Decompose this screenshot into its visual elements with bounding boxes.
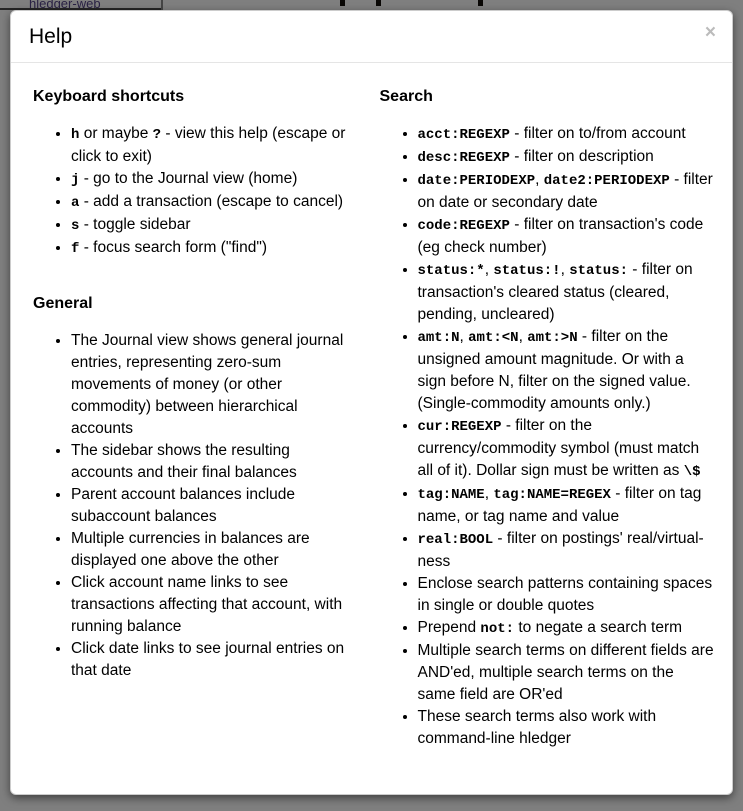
help-list-item <box>418 123 715 146</box>
help-list-item <box>418 528 715 573</box>
code-term: status:* <box>417 263 485 279</box>
text-segment: - view this help (escape or click to exit) <box>71 125 346 165</box>
code-term: date2:PERIODEXP <box>543 173 670 189</box>
section-heading: Search <box>379 88 433 105</box>
text-segment: , <box>484 261 494 278</box>
code-term: tag:NAME=REGEX <box>493 487 611 503</box>
help-list-item <box>418 326 715 415</box>
code-term: \$ <box>683 464 701 480</box>
help-list-item <box>71 330 356 440</box>
code-term: not: <box>480 621 515 637</box>
code-term: a <box>71 195 80 211</box>
text-segment: , <box>560 261 570 278</box>
text-segment: , <box>459 328 469 345</box>
text-segment: - filter on the unsigned amount magnitude. Or with a sign before N, filter on the signed value. (Single-commodity amounts only.) <box>417 328 691 412</box>
text-segment: Click account name links to see transactions affecting that account, with running balance <box>71 574 343 635</box>
text-segment: - toggle sidebar <box>79 216 191 233</box>
code-term: amt:N <box>417 330 460 346</box>
text-segment: - filter on to/from account <box>509 125 686 142</box>
text-segment: , <box>518 328 528 345</box>
help-list-item <box>418 169 715 214</box>
help-column-left <box>19 71 368 750</box>
help-list-item <box>418 214 715 259</box>
help-list-item <box>71 237 356 260</box>
help-list-item <box>71 123 356 168</box>
code-term: f <box>71 241 80 257</box>
text-segment: - filter on date or secondary date <box>417 171 713 211</box>
section-heading: Keyboard shortcuts <box>33 88 185 105</box>
help-list-item <box>71 191 356 214</box>
modal-title: Help <box>29 25 73 48</box>
code-term: status:! <box>493 263 561 279</box>
text-segment: - filter on description <box>509 148 654 165</box>
bullet-list <box>380 123 715 750</box>
help-list-item <box>418 617 715 640</box>
code-term: acct:REGEXP <box>417 127 510 143</box>
text-segment: - filter on postings' real/virtual-ness <box>417 530 704 570</box>
text-segment: , <box>484 485 494 502</box>
text-segment: or maybe <box>79 125 153 142</box>
code-term: date:PERIODEXP <box>417 173 536 189</box>
help-list-item <box>418 259 715 326</box>
code-term: h <box>71 127 80 143</box>
help-list-item <box>71 440 356 484</box>
text-segment: - filter on the currency/commodity symbol (must match all of it). Dollar sign must be written as <box>417 417 700 479</box>
help-list-item <box>418 146 715 169</box>
code-term: s <box>71 218 80 234</box>
help-list-item <box>71 484 356 528</box>
text-segment: Enclose search patterns containing spaces in single or double quotes <box>417 575 713 614</box>
code-term: tag:NAME <box>417 487 485 503</box>
modal-header <box>11 11 732 63</box>
text-segment: , <box>535 171 544 188</box>
bullet-list <box>33 330 356 682</box>
text-segment: Parent account balances include subaccount balances <box>71 486 296 525</box>
help-list-item <box>71 572 356 638</box>
section-heading: General <box>33 295 93 312</box>
help-list-item <box>418 640 715 706</box>
code-term: ? <box>152 127 162 143</box>
code-term: cur:REGEXP <box>417 419 502 435</box>
help-list-item <box>418 483 715 528</box>
text-segment: Prepend <box>417 619 481 636</box>
text-segment: Multiple currencies in balances are displayed one above the other <box>71 530 310 569</box>
text-segment: Multiple search terms on different fields are AND'ed, multiple search terms on the same field are OR'ed <box>417 642 714 703</box>
modal-body <box>11 63 732 780</box>
code-term: amt:<N <box>468 330 519 346</box>
help-list-item <box>418 573 715 617</box>
text-segment: - filter on transaction's cleared status (cleared, pending, uncleared) <box>417 261 693 323</box>
text-segment: The sidebar shows the resulting accounts and their final balances <box>71 442 297 481</box>
text-segment: - go to the Journal view (home) <box>79 170 298 187</box>
code-term: amt:>N <box>527 330 578 346</box>
close-icon[interactable]: × <box>704 22 716 43</box>
text-segment: - filter on tag name, or tag name and value <box>417 485 702 525</box>
code-term: code:REGEXP <box>417 218 510 234</box>
text-segment: to negate a search term <box>514 619 683 636</box>
code-term: j <box>71 172 80 188</box>
help-list-item <box>418 415 715 483</box>
code-term: real:BOOL <box>417 532 494 548</box>
help-list-item <box>71 214 356 237</box>
help-list-item <box>71 528 356 572</box>
text-segment: The Journal view shows general journal entries, representing zero-sum movements of money (or other commodity) between hierarchical accounts <box>71 332 344 437</box>
text-segment: - add a transaction (escape to cancel) <box>79 193 344 210</box>
help-modal <box>10 10 733 795</box>
code-term: status: <box>569 263 628 279</box>
bullet-list <box>33 123 356 260</box>
help-list-item <box>71 638 356 682</box>
text-segment: - focus search form ("find") <box>79 239 267 256</box>
help-list-item <box>418 706 715 750</box>
text-segment: - filter on transaction's code (eg check number) <box>417 216 704 256</box>
text-segment: Click date links to see journal entries on that date <box>71 640 345 679</box>
code-term: desc:REGEXP <box>417 150 510 166</box>
help-list-item <box>71 168 356 191</box>
text-segment: These search terms also work with command-line hledger <box>417 708 657 747</box>
help-column-right <box>368 71 717 750</box>
